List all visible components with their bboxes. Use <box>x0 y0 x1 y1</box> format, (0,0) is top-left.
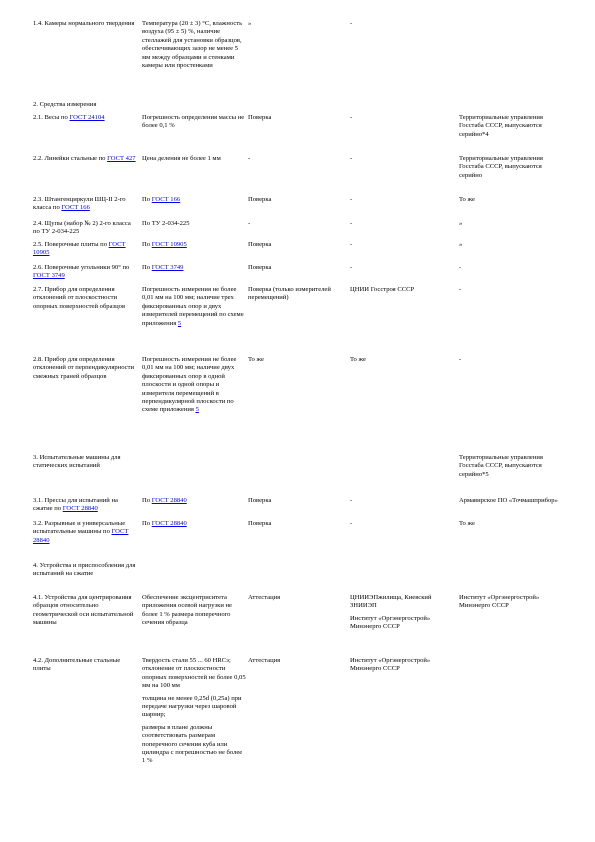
cell-verification <box>248 356 348 364</box>
cell-requirements <box>142 114 246 131</box>
cell-developer <box>350 264 456 272</box>
cell-verification <box>248 657 348 665</box>
cell-paragraph <box>33 454 139 471</box>
cell-text: ЦНИИ Госстроя СССР <box>350 286 415 293</box>
cell-paragraph <box>142 114 246 131</box>
standard-link[interactable]: 5 <box>177 319 182 327</box>
cell-paragraph <box>142 657 246 691</box>
cell-verification <box>248 114 348 122</box>
cell-text: Поверка <box>248 241 272 248</box>
standard-link[interactable]: ГОСТ 24104 <box>69 114 105 121</box>
cell-equipment <box>33 594 139 628</box>
cell-paragraph <box>350 20 456 28</box>
cell-text: Твердость стали 55 ... 60 HRCэ; отклонение от плоскостности опорных поверхностей не более 0,05 мм на 100 мм <box>142 657 246 690</box>
cell-equipment <box>33 114 139 122</box>
cell-text: То же <box>459 196 475 203</box>
cell-text: - <box>350 220 353 227</box>
cell-equipment <box>33 196 139 213</box>
standard-link[interactable]: ГОСТ 28840 <box>151 520 187 527</box>
cell-paragraph <box>350 114 456 122</box>
cell-paragraph <box>248 520 348 528</box>
cell-developer <box>350 356 456 364</box>
cell-paragraph <box>350 497 456 505</box>
cell-text: 2.4. Щупы (набор № 2) 2-го класса по ТУ 2-034-225 <box>33 220 131 236</box>
cell-paragraph <box>459 155 559 180</box>
cell-text: 1.4. Камеры нормального твердения <box>33 20 135 27</box>
standard-link[interactable]: ГОСТ 427 <box>107 155 136 162</box>
cell-text: Цена деления не более 1 мм <box>142 155 221 162</box>
cell-verification <box>248 220 348 228</box>
cell-paragraph <box>350 594 456 611</box>
cell-text: - <box>248 155 251 162</box>
cell-paragraph <box>33 497 139 514</box>
cell-paragraph <box>248 220 348 228</box>
cell-text: 4.1. Устройства для центрирования образцов относительно геометрической оси испытательной машины <box>33 594 134 627</box>
cell-paragraph <box>350 286 456 294</box>
cell-text: 2.1. Весы по <box>33 114 70 121</box>
cell-paragraph <box>33 220 139 237</box>
cell-paragraph <box>142 264 246 272</box>
cell-text: По <box>142 241 152 248</box>
cell-verification <box>248 520 348 528</box>
cell-paragraph <box>248 497 348 505</box>
cell-requirements <box>142 520 246 528</box>
cell-paragraph <box>142 356 246 415</box>
cell-text: Институт «Оргэнергострой» Минэнерго СССР <box>350 614 431 631</box>
cell-text: - <box>350 497 353 504</box>
cell-manufacturer <box>459 155 559 180</box>
cell-text: 2.7. Прибор для определения отклонений от плоскостности опорных поверхностей образцов <box>33 286 126 310</box>
cell-paragraph <box>33 520 139 545</box>
cell-paragraph <box>459 220 559 228</box>
cell-paragraph <box>142 220 246 228</box>
cell-developer <box>350 657 456 674</box>
cell-text: Институт «Оргэнергострой» Минэнерго СССР <box>459 594 540 610</box>
standard-link[interactable]: 5 <box>195 406 199 414</box>
section-heading: 4. Устройства и приспособления для испытаний на сжатие <box>33 562 136 578</box>
cell-text: - <box>350 114 353 121</box>
cell-developer <box>350 220 456 228</box>
cell-text: По <box>142 196 152 203</box>
cell-text: - <box>350 196 353 203</box>
cell-verification <box>248 594 348 602</box>
cell-verification <box>248 241 348 249</box>
cell-paragraph <box>33 356 139 381</box>
cell-manufacturer <box>459 356 559 364</box>
cell-paragraph <box>33 594 139 628</box>
cell-text: Обеспечение эксцентриситета приложения осевой нагрузки не более 1 % размера поперечного сечения образца <box>142 594 232 627</box>
cell-requirements <box>142 657 246 766</box>
cell-text: Поверка <box>248 497 272 504</box>
cell-manufacturer <box>459 286 559 294</box>
cell-paragraph <box>142 695 246 720</box>
cell-text: - <box>248 220 251 227</box>
cell-paragraph <box>248 356 348 364</box>
cell-text: » <box>459 220 463 227</box>
cell-equipment <box>33 20 139 28</box>
cell-manufacturer <box>459 454 559 479</box>
cell-equipment <box>33 356 139 381</box>
cell-text: - <box>350 20 353 27</box>
cell-text: » <box>459 241 463 248</box>
cell-developer <box>350 594 456 632</box>
cell-paragraph <box>248 155 348 163</box>
cell-manufacturer <box>459 114 559 139</box>
cell-paragraph <box>142 20 246 70</box>
cell-paragraph <box>142 155 246 163</box>
cell-paragraph <box>459 241 559 249</box>
cell-text: То же <box>248 356 264 363</box>
cell-paragraph <box>33 114 139 122</box>
cell-paragraph <box>142 196 246 204</box>
standard-link[interactable]: ГОСТ 28840 <box>151 497 187 504</box>
cell-paragraph <box>142 724 246 766</box>
cell-text: Поверка <box>248 520 272 527</box>
cell-equipment <box>33 155 139 163</box>
cell-paragraph <box>33 241 139 258</box>
standard-link[interactable]: ГОСТ 10905 <box>33 241 126 257</box>
cell-text: толщина не менее 0,25d (0,25а) при передаче нагрузки через шаровой шарнир; <box>142 694 242 719</box>
cell-text: - <box>350 520 353 527</box>
cell-paragraph <box>350 196 456 204</box>
cell-text: Территориальные управления Госстаба СССР, выпускаются серийно*5 <box>459 454 543 478</box>
cell-requirements <box>142 155 246 163</box>
cell-paragraph <box>459 286 559 294</box>
cell-paragraph <box>248 286 348 303</box>
cell-text: 2.2. Линейки стальные по <box>33 155 108 162</box>
cell-paragraph <box>33 657 139 674</box>
cell-developer <box>350 20 456 28</box>
cell-paragraph <box>459 196 559 204</box>
cell-paragraph <box>33 286 139 311</box>
cell-paragraph <box>350 155 456 163</box>
cell-paragraph <box>459 594 559 611</box>
standard-link[interactable]: ГОСТ 166 <box>151 196 181 203</box>
cell-developer <box>350 286 456 294</box>
cell-paragraph <box>459 264 559 272</box>
cell-manufacturer <box>459 497 559 505</box>
cell-paragraph <box>459 356 559 364</box>
cell-paragraph <box>248 594 348 602</box>
cell-paragraph <box>350 657 456 674</box>
cell-text: 4.2. Дополнительные стальные плиты <box>33 657 121 673</box>
cell-paragraph <box>350 615 456 632</box>
cell-paragraph <box>33 264 139 281</box>
cell-requirements <box>142 356 246 415</box>
cell-text: По <box>142 497 152 504</box>
cell-text: По ТУ 2-034-225 <box>142 220 190 227</box>
standard-link[interactable]: ГОСТ 166 <box>61 204 90 212</box>
cell-requirements <box>142 497 246 505</box>
cell-paragraph <box>459 520 559 528</box>
cell-equipment <box>33 520 139 545</box>
cell-text: » <box>248 20 252 27</box>
cell-equipment <box>33 657 139 674</box>
cell-paragraph <box>459 114 559 139</box>
cell-equipment <box>33 264 139 281</box>
cell-paragraph <box>350 520 456 528</box>
cell-paragraph <box>142 594 246 628</box>
cell-equipment <box>33 454 139 471</box>
cell-text: То же <box>459 520 475 527</box>
cell-text: То же <box>350 356 366 363</box>
cell-paragraph <box>142 286 246 328</box>
cell-text: Погрешность измерения не более 0,01 мм на 100 мм; наличие двух фиксированных опор в одной плоскости и одной опоры и измерителя перемещений в перпендикулярной плоскости по схеме приложения <box>142 356 237 414</box>
cell-paragraph <box>350 220 456 228</box>
cell-text: Аттестация <box>248 657 281 664</box>
standard-link[interactable]: ГОСТ 3749 <box>151 264 184 271</box>
cell-developer <box>350 196 456 204</box>
standard-link[interactable]: ГОСТ 3749 <box>33 272 65 280</box>
cell-verification <box>248 20 348 28</box>
cell-text: Армавирское ПО «Точмашприбор» <box>459 497 558 504</box>
cell-text: - <box>459 356 462 363</box>
cell-equipment <box>33 220 139 237</box>
cell-text: Температура (20 ± 3) °С, влажность воздуха (95 ± 5) %, наличие стеллажей для установки образцов, обеспечивающих зазор не менее 5 мм между образцами и стенками камеры или простенками <box>142 20 243 70</box>
cell-requirements <box>142 220 246 228</box>
cell-developer <box>350 497 456 505</box>
cell-text: 2.6. Поверочные угольники 90° по <box>33 264 130 271</box>
cell-text: 3.1. Прессы для испытаний на сжатие по <box>33 497 118 513</box>
cell-text: Территориальные управления Госстаба СССР, выпускаются серийно*4 <box>459 114 543 138</box>
cell-text: Институт «Оргэнергострой» Минэнерго СССР <box>350 657 431 673</box>
cell-text: - <box>350 155 353 162</box>
cell-manufacturer <box>459 241 559 249</box>
cell-requirements <box>142 286 246 328</box>
cell-manufacturer <box>459 520 559 528</box>
cell-paragraph <box>33 155 139 163</box>
cell-manufacturer <box>459 594 559 611</box>
cell-requirements <box>142 264 246 272</box>
cell-text: Погрешность определения массы не более 0,1 % <box>142 114 245 130</box>
cell-text: размеры в плане должны соответствовать размерам поперечного сечения куба или цилиндра с погрешностью не более 1 % <box>142 723 243 765</box>
cell-text: 2.8. Прибор для определения отклонений от перпендикулярности смежных граней образцов <box>33 356 134 380</box>
cell-text: По <box>142 520 152 527</box>
cell-paragraph <box>248 20 348 28</box>
cell-developer <box>350 241 456 249</box>
cell-verification <box>248 286 348 303</box>
cell-verification <box>248 196 348 204</box>
cell-requirements <box>142 241 246 249</box>
cell-verification <box>248 155 348 163</box>
cell-requirements <box>142 196 246 204</box>
cell-paragraph <box>248 264 348 272</box>
cell-equipment <box>33 286 139 311</box>
cell-text: 2.3. Штангенциркули ШЦ-II 2-го класса по <box>33 196 126 212</box>
cell-manufacturer <box>459 220 559 228</box>
cell-text: 2.5. Поверочные плиты по <box>33 241 109 248</box>
cell-text: Поверка <box>248 264 272 271</box>
cell-paragraph <box>33 20 139 28</box>
cell-paragraph <box>459 497 559 505</box>
cell-paragraph <box>248 241 348 249</box>
cell-paragraph <box>350 241 456 249</box>
cell-text: Погрешность измерения не более 0,01 мм на 100 мм; наличие трех фиксированных опор и двух измерителей перемещений по схеме приложения <box>142 286 244 327</box>
cell-requirements <box>142 594 246 628</box>
section-heading: 2. Средства измерения <box>33 101 97 108</box>
cell-paragraph <box>142 497 246 505</box>
cell-verification <box>248 497 348 505</box>
cell-text: Поверка <box>248 196 272 203</box>
cell-text: - <box>350 241 353 248</box>
cell-paragraph <box>33 196 139 213</box>
cell-equipment <box>33 241 139 258</box>
cell-equipment <box>33 497 139 514</box>
cell-text: ЦНИИЭПжилища, Киевский ЗНИИЭП <box>350 594 432 610</box>
cell-paragraph <box>350 356 456 364</box>
cell-text: - <box>350 264 353 271</box>
cell-verification <box>248 264 348 272</box>
cell-text: Территориальные управления Госстаба СССР, выпускаются серийно <box>459 155 543 179</box>
cell-paragraph <box>248 114 348 122</box>
cell-paragraph <box>142 520 246 528</box>
cell-developer <box>350 114 456 122</box>
cell-text: По <box>142 264 152 271</box>
cell-paragraph <box>248 196 348 204</box>
cell-paragraph <box>142 241 246 249</box>
cell-developer <box>350 520 456 528</box>
cell-requirements <box>142 20 246 70</box>
cell-text: Аттестация <box>248 594 281 601</box>
cell-text: - <box>459 264 462 271</box>
cell-manufacturer <box>459 264 559 272</box>
cell-text: - <box>459 286 462 293</box>
cell-text: 3.2. Разрывные и универсальные испытательные машины по <box>33 520 126 536</box>
cell-text: 3. Испытательные машины для статических испытаний <box>33 454 121 470</box>
cell-paragraph <box>350 264 456 272</box>
cell-text: Поверка (только измерителей перемещений) <box>248 286 331 302</box>
standard-link[interactable]: ГОСТ 10905 <box>151 241 187 248</box>
cell-developer <box>350 155 456 163</box>
cell-manufacturer <box>459 196 559 204</box>
standard-link[interactable]: ГОСТ 28840 <box>62 505 98 513</box>
cell-paragraph <box>248 657 348 665</box>
cell-paragraph <box>459 454 559 479</box>
cell-text: Поверка <box>248 114 272 121</box>
standard-link[interactable]: ГОСТ 28840 <box>33 528 129 544</box>
